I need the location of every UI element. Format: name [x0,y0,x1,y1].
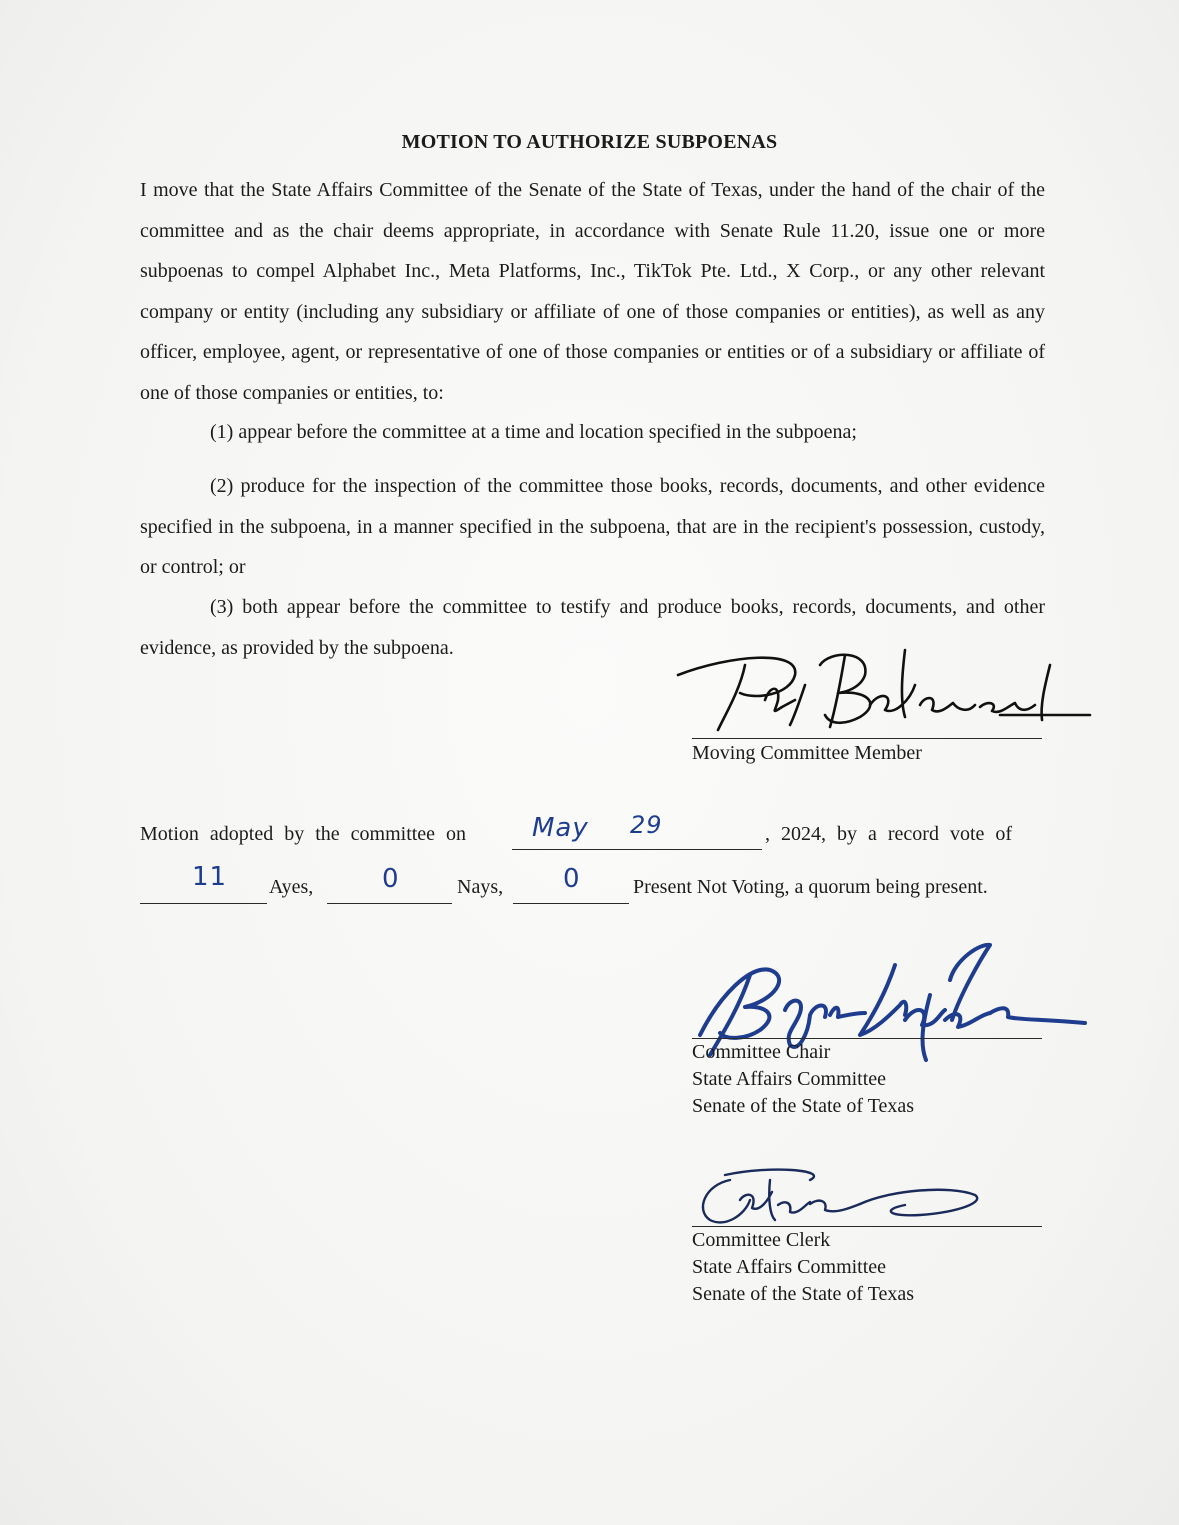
motion-intro-paragraph: I move that the State Affairs Committee of the Senate of the State of Texas, under the hand of the chair of the committee and as the chair deems appropriate, in accordance with Senate Rule 11.20, issue one or more subpoenas to compel Alphabet Inc., Meta Platforms, Inc., TikTok Pte. Ltd., X Corp., or any other relevant company or entity (including any subsidiary or affiliate of one of those companies or entities), as well as any officer, employee, agent, or representative of one of those companies or entities or of a subsidiary or affiliate of one of those companies or entities, to: [140,179,1045,404]
present-label: Present Not Voting, a quorum being present. [633,876,988,898]
clerk-committee: State Affairs Committee [692,1256,887,1278]
adoption-date-handwritten: May [532,813,589,843]
adoption-suffix: , 2024, by a record vote of [765,823,1013,845]
adoption-day-handwritten: 29 [630,811,663,839]
adoption-prefix: Motion adopted by the committee on [140,823,467,845]
clerk-senate: Senate of the State of Texas [692,1283,915,1305]
ayes-label: Ayes, [269,876,314,898]
adoption-line-2 [140,862,1045,906]
chair-senate: Senate of the State of Texas [692,1095,915,1117]
motion-item-3: (3) both appear before the committee to testify and produce books, records, documents, and other evidence, as provided by the subpoena. [140,596,1045,659]
clerk-title: Committee Clerk [692,1229,831,1251]
committee-clerk-signature [690,1160,990,1235]
present-handwritten: 0 [563,864,581,894]
document-title: MOTION TO AUTHORIZE SUBPOENAS [401,131,778,153]
moving-member-signature [670,645,1100,745]
nays-label: Nays, [457,876,504,898]
motion-item-1: (1) appear before the committee at a time and location specified in the subpoena; [210,421,857,443]
chair-title: Committee Chair [692,1041,831,1063]
nays-handwritten: 0 [382,864,400,894]
chair-committee: State Affairs Committee [692,1068,887,1090]
motion-item-2: (2) produce for the inspection of the committee those books, records, documents, and other evidence specified in the subpoena, in a manner specified in the subpoena, that are in the recipient's possession, custody, or control; or [140,475,1045,578]
moving-member-signature-line [692,738,1042,739]
adoption-line-1 [140,811,1045,853]
ayes-handwritten: 11 [192,862,228,892]
moving-member-label: Moving Committee Member [692,742,922,764]
